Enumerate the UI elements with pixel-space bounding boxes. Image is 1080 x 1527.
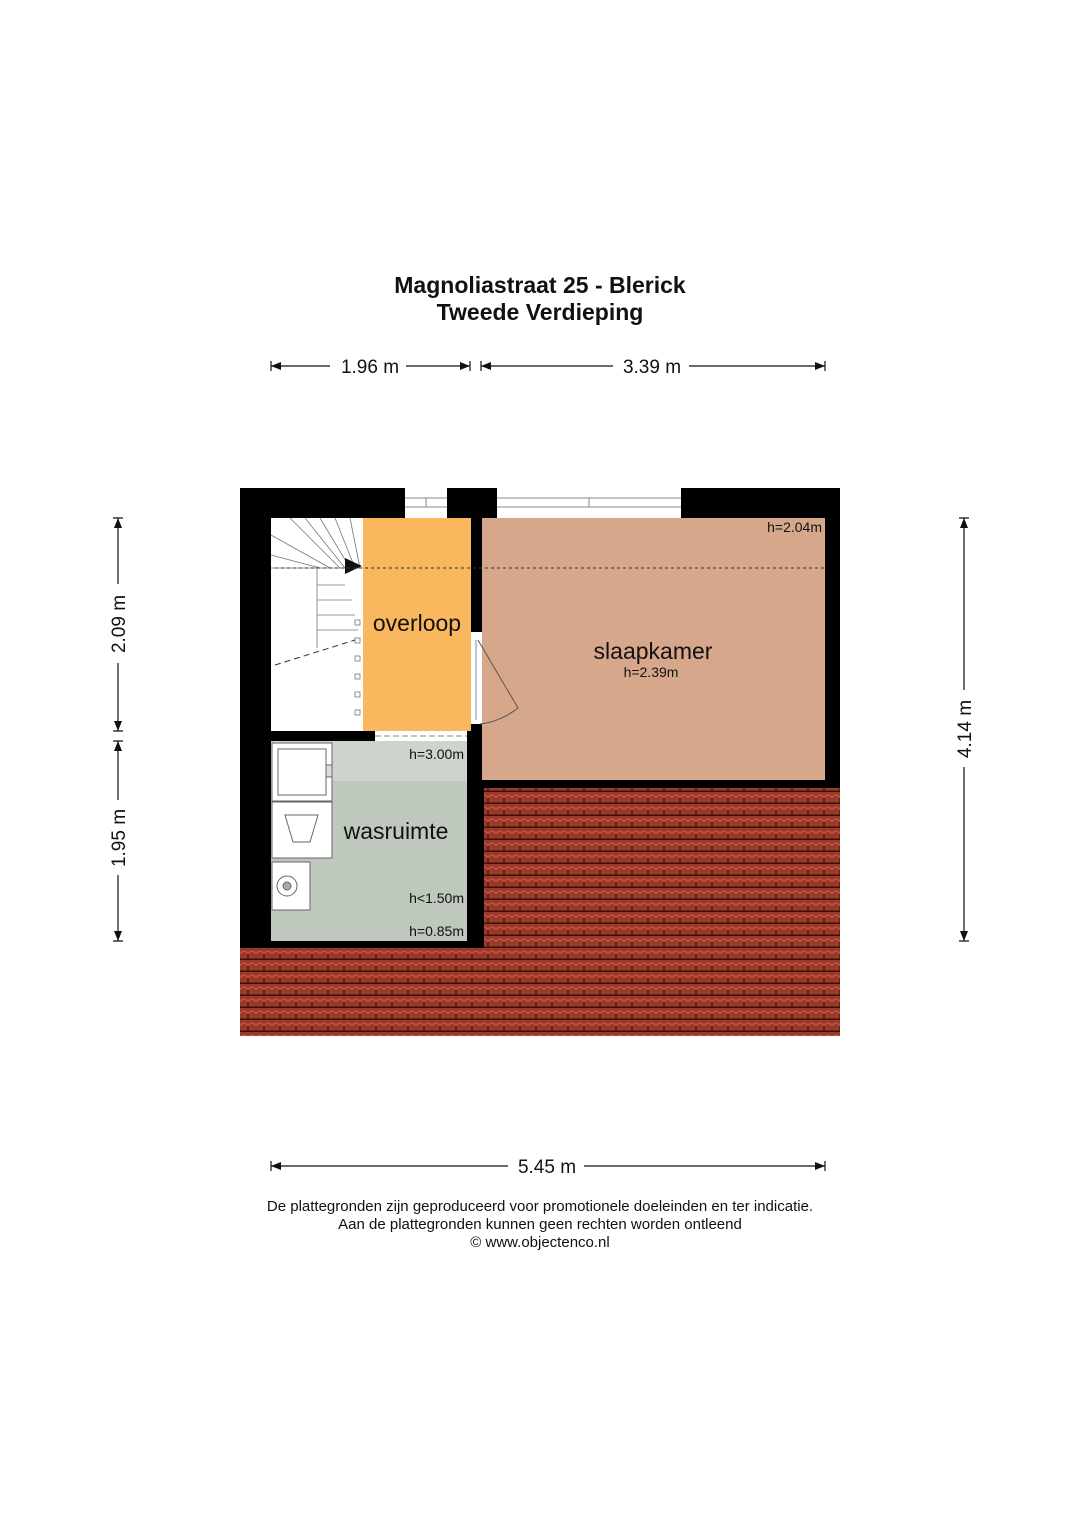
roof-left bbox=[240, 948, 484, 1036]
floor-title: Tweede Verdieping bbox=[436, 299, 644, 325]
address-title: Magnoliastraat 25 - Blerick bbox=[394, 272, 686, 298]
height-wasruimte-low: h=0.85m bbox=[409, 923, 464, 939]
label-wasruimte: wasruimte bbox=[343, 818, 449, 844]
height-wasruimte-top: h=3.00m bbox=[409, 746, 464, 762]
dimension-label-left-lower: 1.95 m bbox=[109, 808, 130, 868]
dimension-label-bottom: 5.45 m bbox=[517, 1157, 577, 1178]
disclaimer-line-2: Aan de plattegronden kunnen geen rechten worden ontleend bbox=[338, 1216, 742, 1233]
height-slaapkamer: h=2.39m bbox=[623, 664, 679, 680]
height-wasruimte-mid: h<1.50m bbox=[409, 890, 464, 906]
roof-right bbox=[482, 788, 840, 1036]
dimension-label-top-right: 3.39 m bbox=[622, 357, 682, 378]
height-slaapkamer-edge: h=2.04m bbox=[767, 519, 822, 535]
disclaimer-line-1: De plattegronden zijn geproduceerd voor promotionele doeleinden en ter indicatie. bbox=[266, 1198, 814, 1215]
dimension-label-left-upper: 2.09 m bbox=[109, 594, 130, 654]
label-overloop: overloop bbox=[372, 610, 462, 636]
copyright-link[interactable]: © www.objectenco.nl bbox=[470, 1234, 610, 1251]
label-slaapkamer: slaapkamer bbox=[593, 638, 713, 664]
dimension-label-top-left: 1.96 m bbox=[340, 357, 400, 378]
dimension-label-right: 4.14 m bbox=[955, 699, 976, 759]
